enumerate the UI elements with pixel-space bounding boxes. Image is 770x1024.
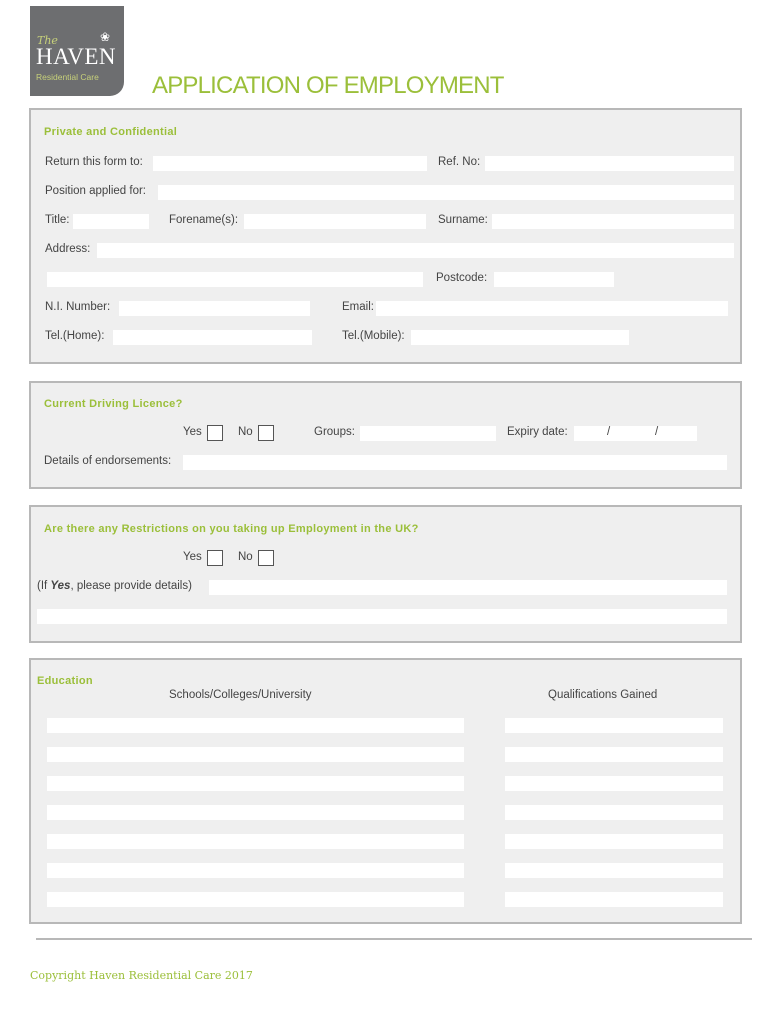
restrictions-yes-checkbox[interactable] [207, 550, 223, 566]
address-field-line2[interactable] [47, 272, 423, 287]
details-yes: Yes [50, 580, 71, 592]
details-prefix: (If [37, 580, 51, 592]
personal-details-panel [29, 108, 742, 364]
position-field[interactable] [158, 185, 734, 200]
driving-no-checkbox[interactable] [258, 425, 274, 441]
page-title: APPLICATION OF EMPLOYMENT [152, 72, 504, 99]
qualifications-column-header: Qualifications Gained [548, 689, 658, 701]
footer-divider [36, 938, 752, 940]
school-field[interactable] [47, 776, 464, 791]
tel-mobile-field[interactable] [411, 330, 629, 345]
driving-yes-label: Yes [183, 426, 202, 438]
company-logo [30, 6, 124, 96]
restrictions-no-label: No [238, 551, 253, 563]
qualification-field[interactable] [505, 834, 723, 849]
title-label: Title: [45, 214, 70, 226]
school-field[interactable] [47, 863, 464, 878]
restrictions-details-label [37, 580, 192, 592]
surname-field[interactable] [492, 214, 734, 229]
tel-mobile-label: Tel.(Mobile): [342, 330, 405, 342]
education-heading: Education [37, 675, 93, 687]
personal-heading: Private and Confidential [44, 126, 178, 138]
address-label: Address: [45, 243, 91, 255]
school-field[interactable] [47, 834, 464, 849]
postcode-label: Postcode: [436, 272, 488, 284]
expiry-separator-1: / [607, 426, 611, 438]
school-field[interactable] [47, 747, 464, 762]
endorsements-label: Details of endorsements: [44, 455, 172, 467]
qualification-field[interactable] [505, 718, 723, 733]
details-suffix: , please provide details) [70, 580, 192, 592]
driving-heading: Current Driving Licence? [44, 398, 183, 410]
ref-no-label: Ref. No: [438, 156, 481, 168]
restrictions-yes-label: Yes [183, 551, 202, 563]
qualification-field[interactable] [505, 892, 723, 907]
expiry-date-field[interactable] [574, 426, 697, 441]
expiry-separator-2: / [655, 426, 659, 438]
school-field[interactable] [47, 892, 464, 907]
qualification-field[interactable] [505, 776, 723, 791]
qualification-field[interactable] [505, 747, 723, 762]
school-field[interactable] [47, 805, 464, 820]
tel-home-field[interactable] [113, 330, 312, 345]
restrictions-no-checkbox[interactable] [258, 550, 274, 566]
tel-home-label: Tel.(Home): [45, 330, 105, 342]
endorsements-field[interactable] [183, 455, 727, 470]
restrictions-details-field-2[interactable] [37, 609, 727, 624]
ni-number-field[interactable] [119, 301, 310, 316]
logo-leaf-icon: ❀ [99, 30, 110, 44]
email-label: Email: [342, 301, 374, 313]
logo-the: The [37, 34, 58, 47]
restrictions-heading: Are there any Restrictions on you taking up Employment in the UK? [44, 523, 419, 535]
forenames-field[interactable] [244, 214, 426, 229]
return-to-label: Return this form to: [45, 156, 143, 168]
driving-no-label: No [238, 426, 253, 438]
return-to-field[interactable] [153, 156, 427, 171]
groups-field[interactable] [360, 426, 496, 441]
qualification-field[interactable] [505, 863, 723, 878]
groups-label: Groups: [314, 426, 355, 438]
email-field[interactable] [376, 301, 728, 316]
forenames-label: Forename(s): [169, 214, 239, 226]
ni-number-label: N.I. Number: [45, 301, 111, 313]
ref-no-field[interactable] [485, 156, 734, 171]
postcode-field[interactable] [494, 272, 614, 287]
address-field-line1[interactable] [97, 243, 734, 258]
copyright-text: Copyright Haven Residential Care 2017 [30, 969, 253, 982]
logo-name: HAVEN [36, 44, 117, 69]
expiry-label: Expiry date: [507, 426, 568, 438]
logo-subtitle: Residential Care [36, 72, 99, 82]
position-label: Position applied for: [45, 185, 147, 197]
driving-yes-checkbox[interactable] [207, 425, 223, 441]
surname-label: Surname: [438, 214, 488, 226]
qualification-field[interactable] [505, 805, 723, 820]
restrictions-details-field-1[interactable] [209, 580, 727, 595]
title-field[interactable] [73, 214, 149, 229]
schools-column-header: Schools/Colleges/University [169, 689, 312, 701]
school-field[interactable] [47, 718, 464, 733]
